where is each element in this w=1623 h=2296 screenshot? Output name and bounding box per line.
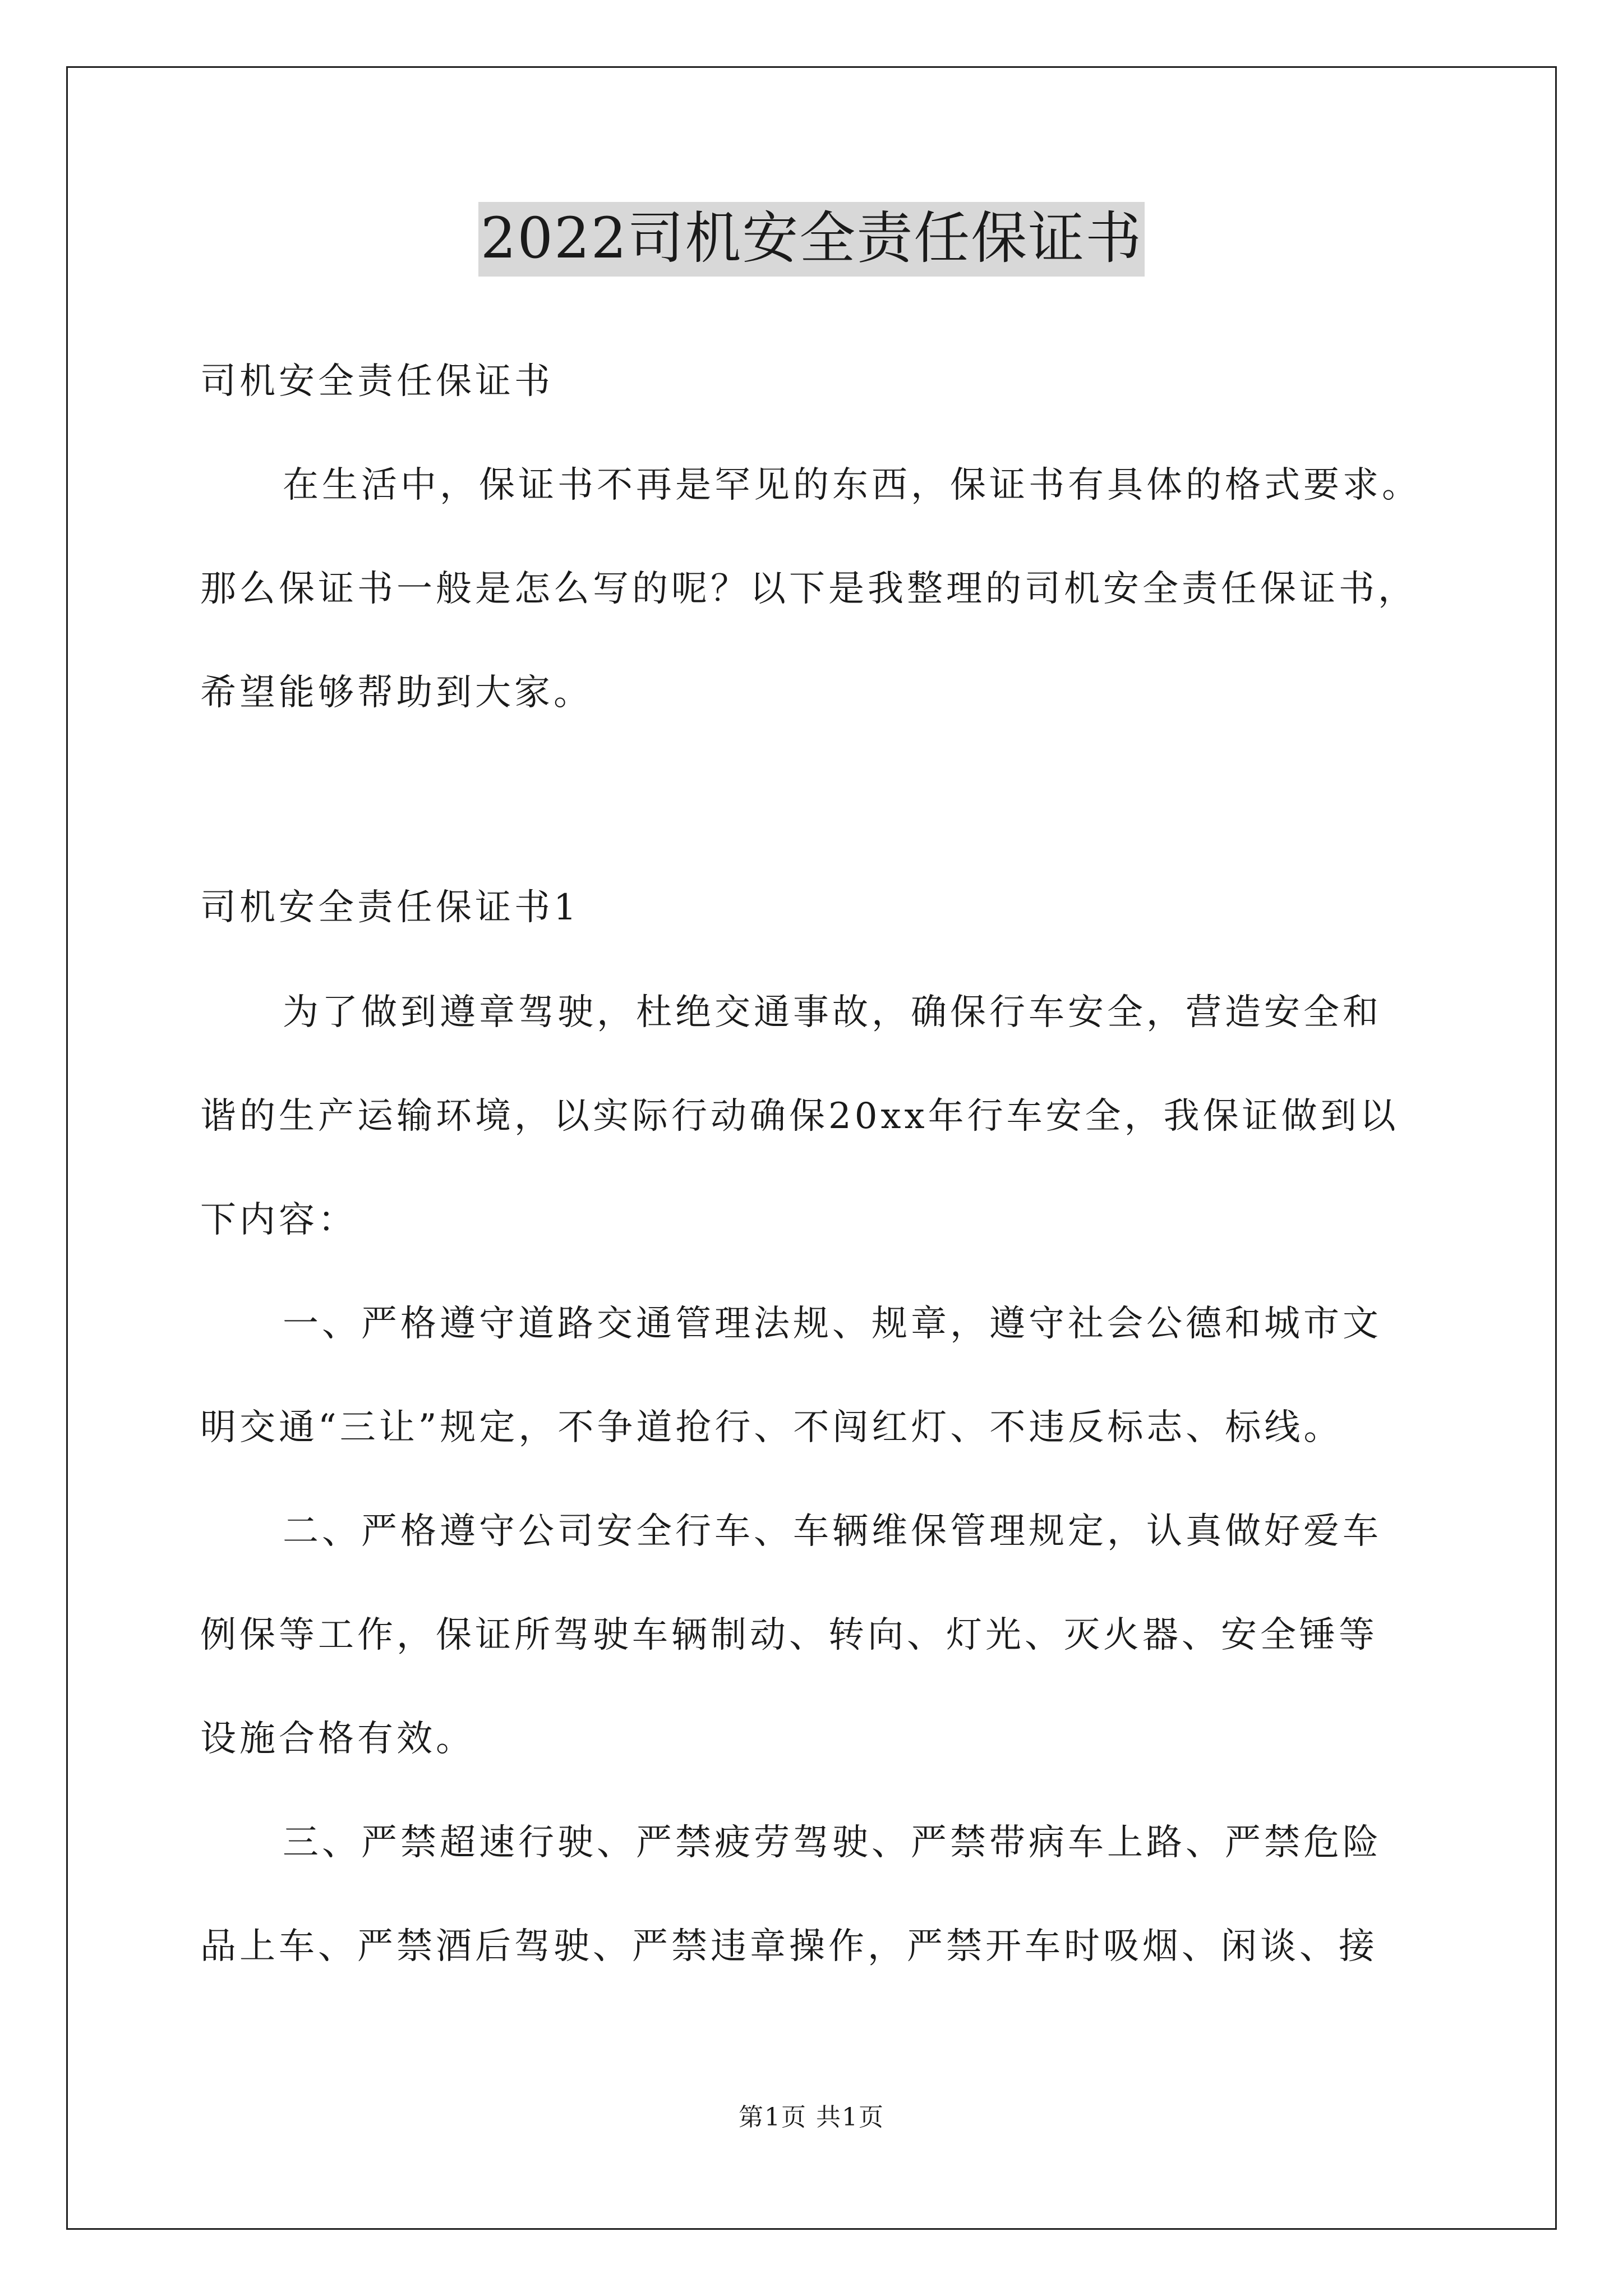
body-line-4: 一、严格遵守道路交通管理法规、规章，遵守社会公德和城市文	[283, 1303, 1382, 1345]
section-heading: 司机安全责任保证书1	[200, 887, 580, 928]
body-line-7: 例保等工作，保证所驾驶车辆制动、转向、灯光、灭火器、安全锤等	[200, 1614, 1378, 1656]
body-line-10: 品上车、严禁酒后驾驶、严禁违章操作，严禁开车时吸烟、闲谈、接	[200, 1926, 1378, 1967]
document-title-text: 2022司机安全责任保证书	[478, 202, 1145, 277]
intro-line-1: 在生活中，保证书不再是罕见的东西，保证书有具体的格式要求。	[283, 464, 1421, 506]
document-title	[0, 196, 1623, 280]
body-line-6: 二、严格遵守公司安全行车、车辆维保管理规定，认真做好爱车	[283, 1511, 1382, 1552]
body-line-1: 为了做到遵章驾驶，杜绝交通事故，确保行车安全，营造安全和	[283, 992, 1382, 1033]
body-line-9: 三、严禁超速行驶、严禁疲劳驾驶、严禁带病车上路、严禁危险	[283, 1822, 1382, 1864]
body-line-5: 明交通“三让”规定，不争道抢行、不闯红灯、不违反标志、标线。	[200, 1407, 1343, 1448]
body-line-3: 下内容：	[200, 1199, 357, 1241]
intro-line-2: 那么保证书一般是怎么写的呢？以下是我整理的司机安全责任保证书，	[200, 568, 1417, 610]
intro-line-3: 希望能够帮助到大家。	[200, 672, 593, 714]
page-footer: 第1页 共1页	[739, 2103, 884, 2132]
body-line-8: 设施合格有效。	[200, 1718, 475, 1760]
subheading: 司机安全责任保证书	[200, 361, 554, 402]
body-line-2: 谐的生产运输环境，以实际行动确保20xx年行车安全，我保证做到以	[200, 1096, 1399, 1137]
